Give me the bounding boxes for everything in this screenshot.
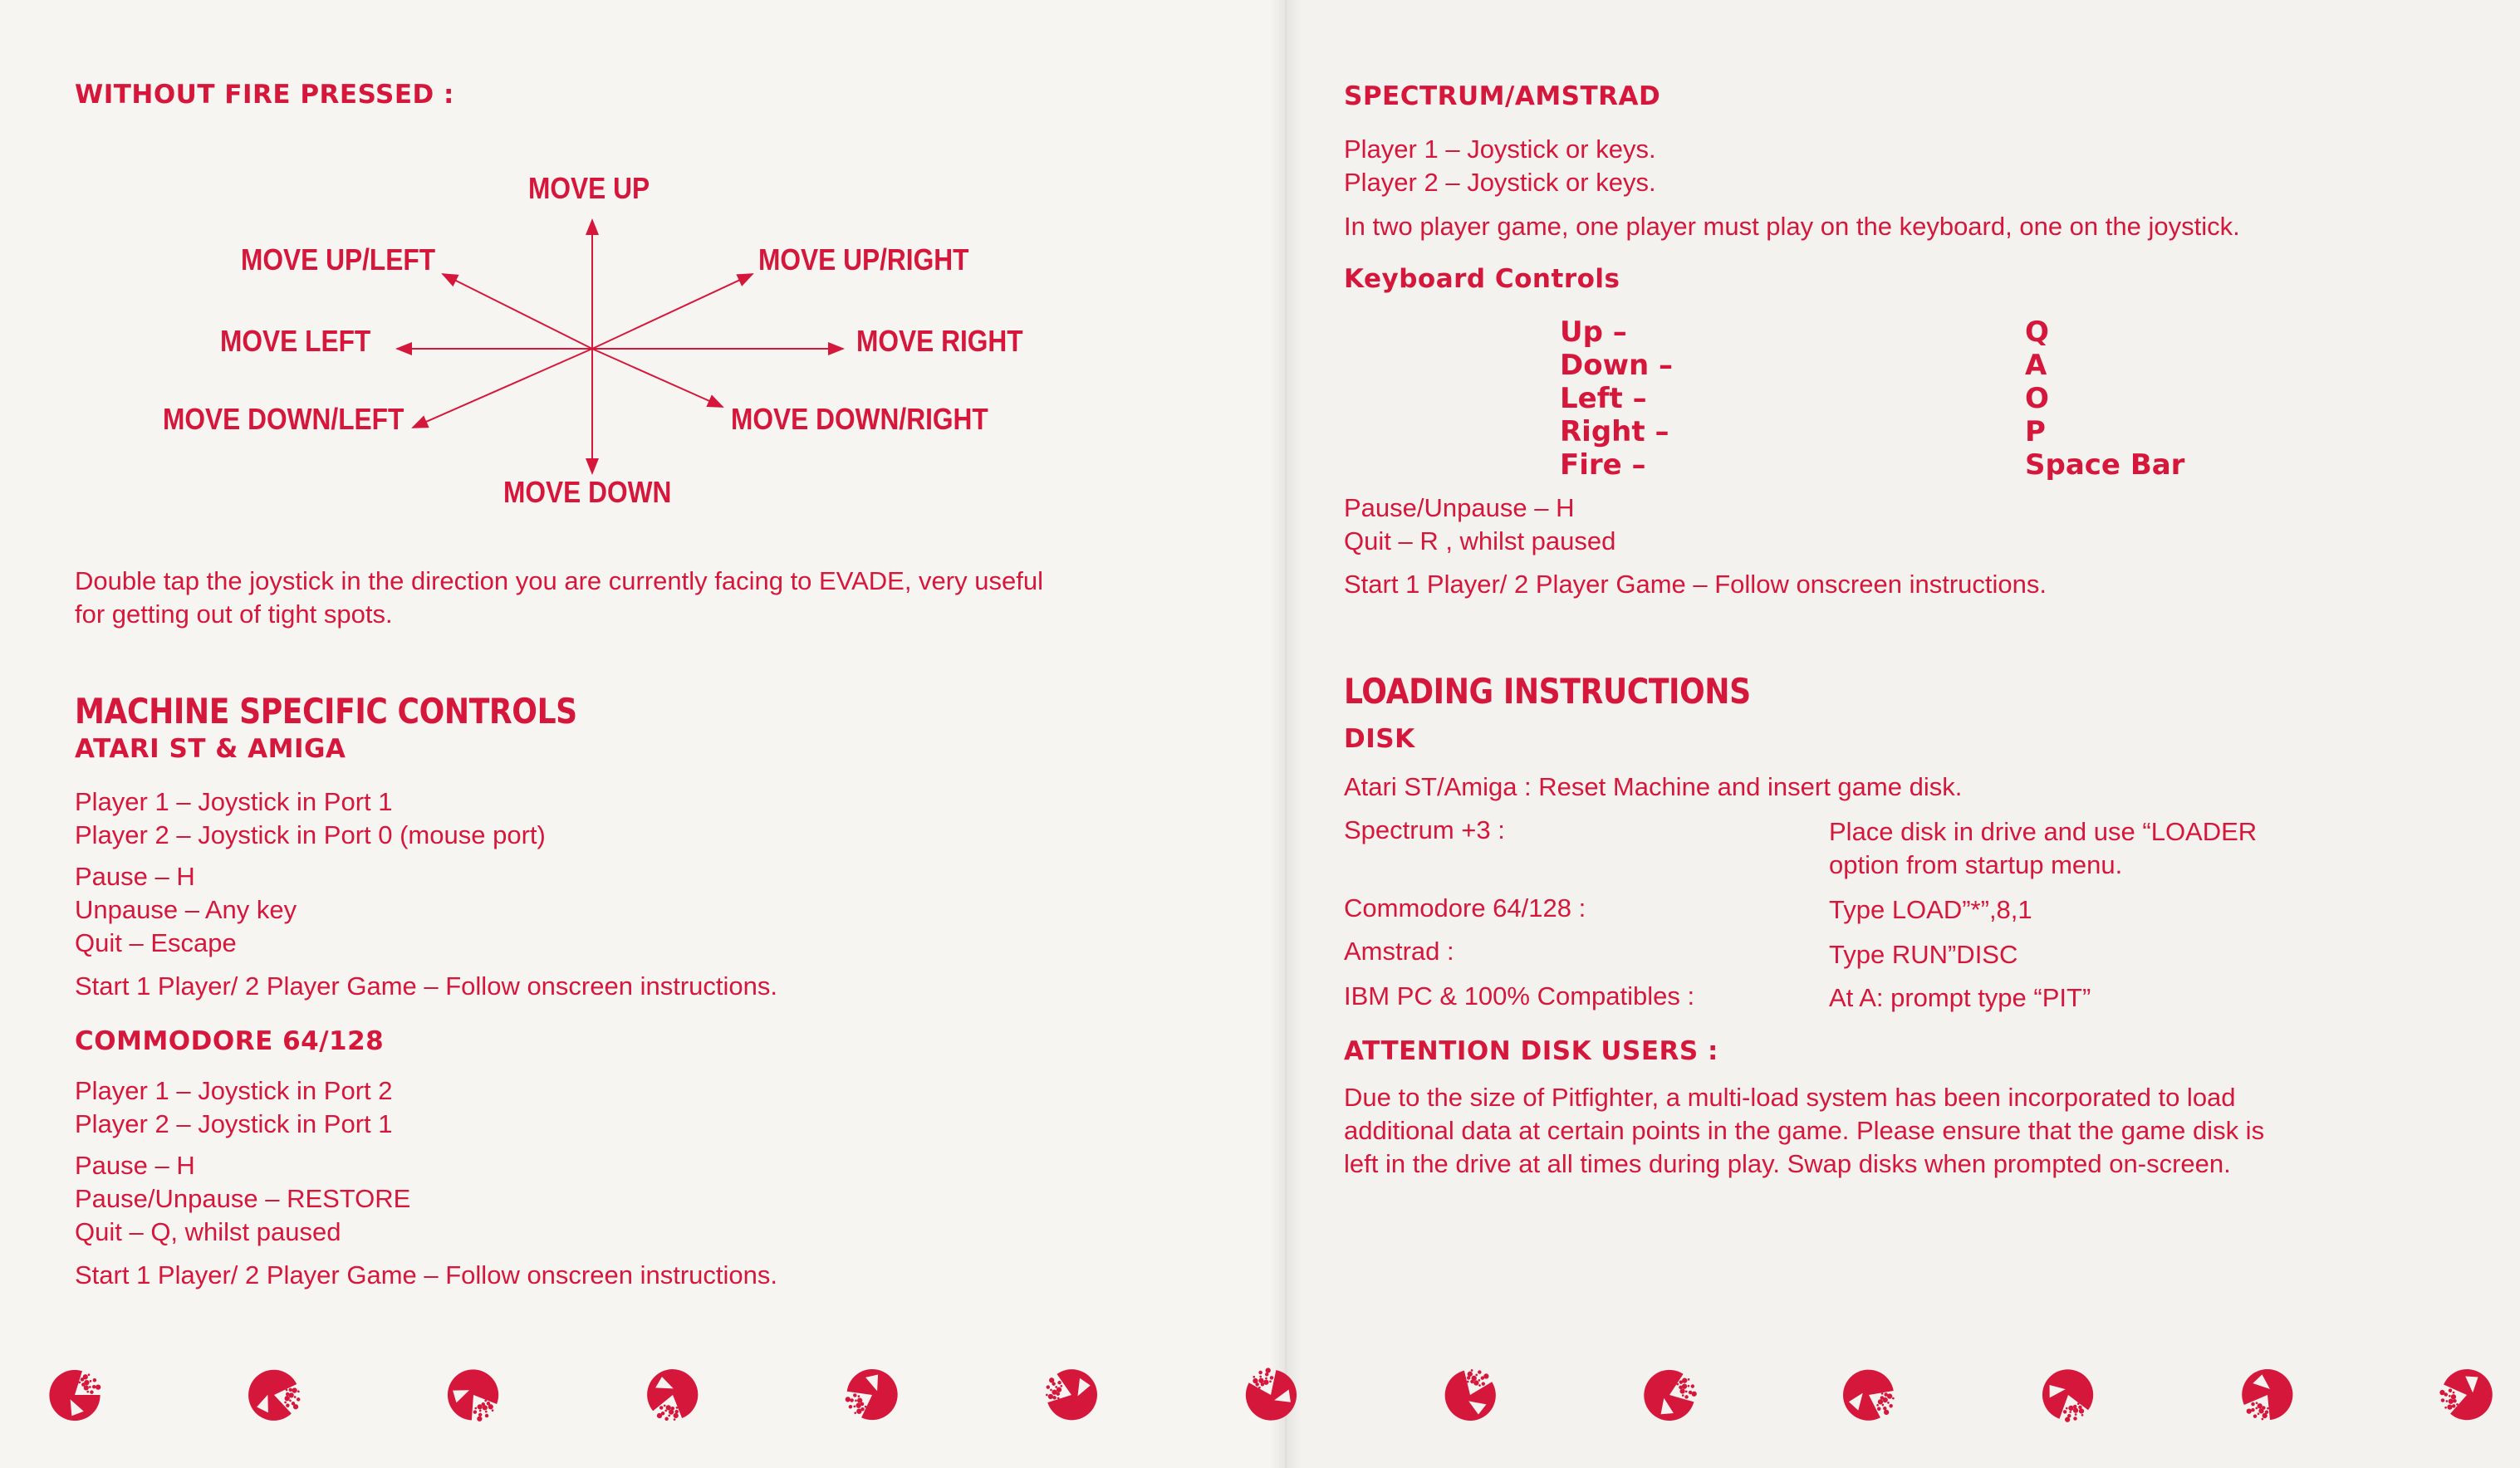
loading-instructions-heading: LOADING INSTRUCTIONS [1344,671,1751,712]
instruction-c64: Type LOAD”*”,8,1 [1829,895,2032,924]
attention-line: Due to the size of Pitfighter, a multi-load system has been incorporated to load [1344,1083,2236,1112]
label-move-right: MOVE RIGHT [856,324,1023,358]
keyboard-controls-heading: Keyboard Controls [1344,264,1620,294]
disk-heading: DISK [1344,724,1415,754]
spectrum-players [1344,133,1656,199]
control-line: Pause – H [75,1151,195,1180]
attention-text [1344,1081,2264,1181]
splatter-disc-icon [1440,1365,1500,1425]
machine-amstrad: Amstrad : [1344,937,1454,966]
label-move-up-right: MOVE UP/RIGHT [758,242,969,276]
splatter-disc-icon [444,1365,503,1425]
key-action: Up – [1560,316,1627,349]
instruction-amstrad: Type RUN”DISC [1829,940,2018,969]
player-line: Player 2 – Joystick or keys. [1344,168,1656,197]
control-line: Pause/Unpause – H [1344,493,1575,522]
player-line: Player 1 – Joystick or keys. [1344,135,1656,164]
player-line: Player 1 – Joystick in Port 2 [75,1076,393,1105]
instruction-spectrum [1829,815,2257,882]
right-page [1286,0,2520,1468]
key-action: Left – [1560,382,1647,415]
key-value: A [2025,349,2047,382]
atari-disk-text: Atari ST/Amiga : Reset Machine and insert game disk. [1344,772,1963,801]
spectrum-controls [1344,492,1615,558]
evade-line: for getting out of tight spots. [75,599,393,629]
control-line: Pause – H [75,862,195,891]
arrow-down-right [592,349,723,407]
instruction-line: Place disk in drive and use “LOADER [1829,817,2258,846]
attention-line: left in the drive at all times during play. Swap disks when prompted on-screen. [1344,1149,2231,1178]
two-player-note: In two player game, one player must play on the keyboard, one on the joystick. [1344,212,2240,241]
splatter-disc-icon [1241,1365,1301,1425]
atari-players [75,785,546,852]
label-move-down: MOVE DOWN [503,475,672,509]
player-line: Player 1 – Joystick in Port 1 [75,787,393,816]
key-value: Q [2025,316,2049,349]
splatter-disc-icon [1839,1365,1899,1425]
label-move-down-right: MOVE DOWN/RIGHT [731,402,988,436]
attention-heading: ATTENTION DISK USERS : [1344,1036,1718,1066]
atari-start-text: Start 1 Player/ 2 Player Game – Follow onscreen instructions. [75,971,777,1001]
spectrum-amstrad-heading: SPECTRUM/AMSTRAD [1344,81,1661,111]
spectrum-start-text: Start 1 Player/ 2 Player Game – Follow onscreen instructions. [1344,570,2047,599]
label-move-up-left: MOVE UP/LEFT [241,242,436,276]
control-line: Quit – Q, whilst paused [75,1217,341,1246]
splatter-disc-icon [1640,1365,1699,1425]
splatter-disc-icon [1042,1365,1101,1425]
book-gutter [1269,0,1302,1468]
control-line: Quit – R , whilst paused [1344,526,1616,555]
splatter-disc-icon [2437,1365,2497,1425]
splatter-disc-icon [244,1365,304,1425]
instruction-line: option from startup menu. [1829,850,2123,879]
label-move-up: MOVE UP [528,171,650,205]
label-move-left: MOVE LEFT [220,324,371,358]
arrow-down-left [413,349,592,428]
key-value: Space Bar [2025,448,2185,482]
c64-start-text: Start 1 Player/ 2 Player Game – Follow onscreen instructions. [75,1260,777,1289]
splatter-disc-icon [842,1365,902,1425]
machine-spectrum: Spectrum +3 : [1344,815,1505,844]
machine-specific-heading: MACHINE SPECIFIC CONTROLS [75,691,577,732]
atari-controls [75,860,297,960]
splatter-disc-icon [2038,1365,2098,1425]
c64-players [75,1074,393,1141]
evade-line: Double tap the joystick in the direction you are currently facing to EVADE, very useful [75,566,1043,595]
key-value: O [2025,382,2049,415]
evade-text [75,565,1043,631]
machine-ibm: IBM PC & 100% Compatibles : [1344,981,1695,1010]
control-line: Unpause – Any key [75,895,297,924]
player-line: Player 2 – Joystick in Port 1 [75,1109,393,1138]
key-actions [1560,316,1673,482]
arrow-up-right [592,274,753,349]
splatter-disc-icon [2238,1365,2297,1425]
machine-c64: Commodore 64/128 : [1344,893,1586,922]
player-line: Player 2 – Joystick in Port 0 (mouse port) [75,820,546,849]
key-action: Fire – [1560,448,1646,482]
key-action: Down – [1560,349,1674,382]
key-values [2025,316,2184,482]
instruction-ibm: At A: prompt type “PIT” [1829,983,2091,1012]
attention-line: additional data at certain points in the game. Please ensure that the game disk is [1344,1116,2265,1145]
key-value: P [2025,415,2046,448]
label-move-down-left: MOVE DOWN/LEFT [163,402,404,436]
control-line: Pause/Unpause – RESTORE [75,1184,411,1213]
c64-controls [75,1149,410,1249]
splatter-disc-icon [643,1365,703,1425]
arrow-up-left [443,274,592,349]
key-action: Right – [1560,415,1669,448]
splatter-disc-icon [45,1365,105,1425]
without-fire-heading: WITHOUT FIRE PRESSED : [75,80,454,110]
atari-amiga-heading: ATARI ST & AMIGA [75,734,346,764]
control-line: Quit – Escape [75,928,237,957]
c64-heading: COMMODORE 64/128 [75,1026,385,1056]
